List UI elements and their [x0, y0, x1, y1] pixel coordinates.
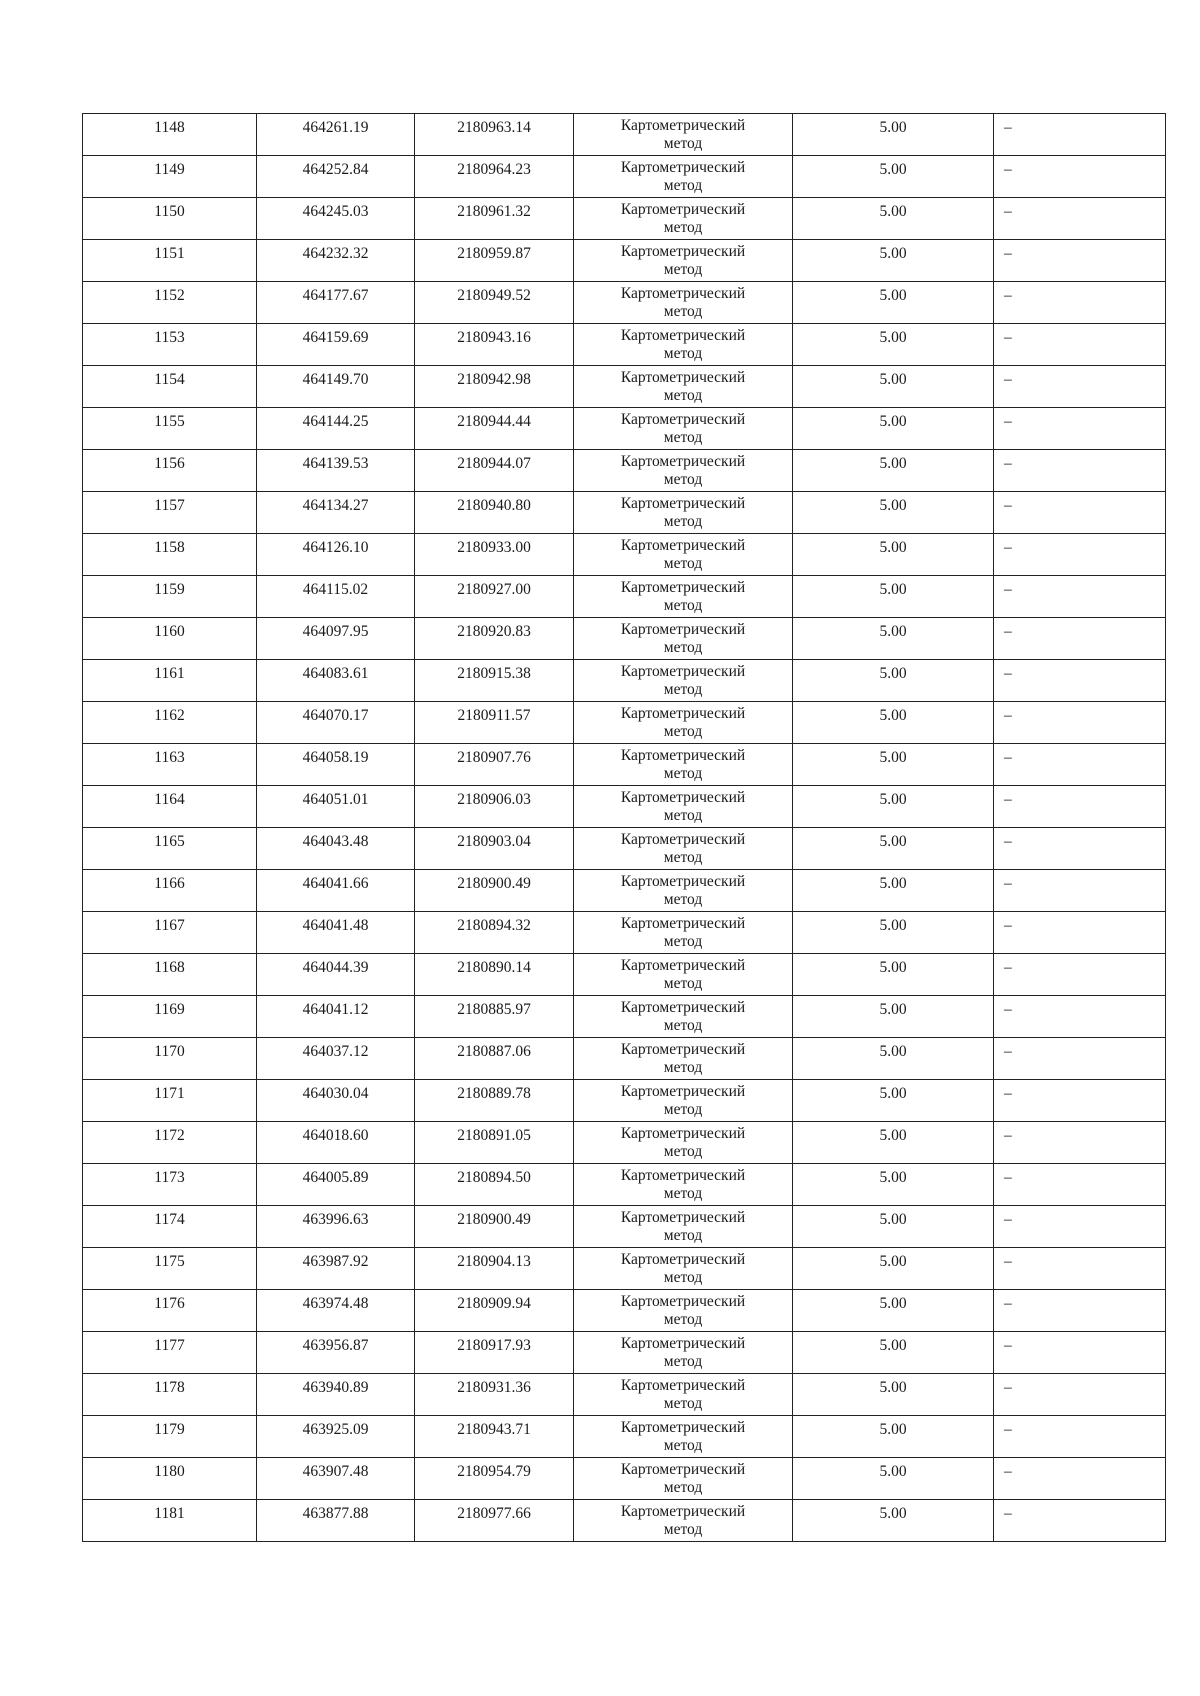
description-cell: –: [994, 744, 1166, 786]
error-cell: 5.00: [793, 1038, 994, 1080]
method-text: Картометрический метод: [620, 1419, 746, 1454]
method-cell: [574, 828, 793, 870]
x-coordinate-cell: 464139.53: [257, 450, 415, 492]
x-coordinate-cell: 464245.03: [257, 198, 415, 240]
method-cell: [574, 870, 793, 912]
point-number-cell: 1162: [83, 702, 257, 744]
description-cell: –: [994, 660, 1166, 702]
y-coordinate-cell: 2180909.94: [415, 1290, 574, 1332]
coordinates-table: [82, 113, 1166, 1542]
x-coordinate-cell: 463877.88: [257, 1500, 415, 1542]
x-coordinate-cell: 464051.01: [257, 786, 415, 828]
y-coordinate-cell: 2180904.13: [415, 1248, 574, 1290]
x-coordinate-cell: 464030.04: [257, 1080, 415, 1122]
description-cell: –: [994, 1500, 1166, 1542]
point-number-cell: 1155: [83, 408, 257, 450]
method-cell: [574, 1332, 793, 1374]
y-coordinate-cell: 2180949.52: [415, 282, 574, 324]
y-coordinate-cell: 2180885.97: [415, 996, 574, 1038]
method-text: Картометрический метод: [620, 201, 746, 236]
description-cell: –: [994, 786, 1166, 828]
coordinates-table-body: [83, 114, 1166, 1542]
method-cell: [574, 954, 793, 996]
point-number-cell: 1150: [83, 198, 257, 240]
method-cell: [574, 912, 793, 954]
point-number-cell: 1169: [83, 996, 257, 1038]
table-row: [83, 1374, 1166, 1416]
table-row: [83, 1332, 1166, 1374]
x-coordinate-cell: 464232.32: [257, 240, 415, 282]
error-cell: 5.00: [793, 996, 994, 1038]
table-row: [83, 1458, 1166, 1500]
error-cell: 5.00: [793, 1164, 994, 1206]
method-cell: [574, 1416, 793, 1458]
method-text: Картометрический метод: [620, 747, 746, 782]
description-cell: –: [994, 366, 1166, 408]
table-row: [83, 534, 1166, 576]
point-number-cell: 1153: [83, 324, 257, 366]
y-coordinate-cell: 2180900.49: [415, 1206, 574, 1248]
description-cell: –: [994, 324, 1166, 366]
x-coordinate-cell: 464058.19: [257, 744, 415, 786]
x-coordinate-cell: 463956.87: [257, 1332, 415, 1374]
method-text: Картометрический метод: [620, 327, 746, 362]
method-cell: [574, 996, 793, 1038]
error-cell: 5.00: [793, 114, 994, 156]
y-coordinate-cell: 2180889.78: [415, 1080, 574, 1122]
y-coordinate-cell: 2180906.03: [415, 786, 574, 828]
table-row: [83, 408, 1166, 450]
error-cell: 5.00: [793, 954, 994, 996]
description-cell: –: [994, 198, 1166, 240]
description-cell: –: [994, 114, 1166, 156]
table-row: [83, 828, 1166, 870]
error-cell: 5.00: [793, 1080, 994, 1122]
error-cell: 5.00: [793, 870, 994, 912]
x-coordinate-cell: 464126.10: [257, 534, 415, 576]
method-cell: [574, 324, 793, 366]
x-coordinate-cell: 464159.69: [257, 324, 415, 366]
method-text: Картометрический метод: [620, 1041, 746, 1076]
error-cell: 5.00: [793, 492, 994, 534]
y-coordinate-cell: 2180911.57: [415, 702, 574, 744]
method-text: Картометрический метод: [620, 1167, 746, 1202]
table-row: [83, 702, 1166, 744]
x-coordinate-cell: 463974.48: [257, 1290, 415, 1332]
point-number-cell: 1157: [83, 492, 257, 534]
error-cell: 5.00: [793, 366, 994, 408]
y-coordinate-cell: 2180920.83: [415, 618, 574, 660]
x-coordinate-cell: 463925.09: [257, 1416, 415, 1458]
method-text: Картометрический метод: [620, 1209, 746, 1244]
method-text: Картометрический метод: [620, 159, 746, 194]
y-coordinate-cell: 2180963.14: [415, 114, 574, 156]
table-row: [83, 1500, 1166, 1542]
method-text: Картометрический метод: [620, 789, 746, 824]
x-coordinate-cell: 464261.19: [257, 114, 415, 156]
method-text: Картометрический метод: [620, 957, 746, 992]
description-cell: –: [994, 450, 1166, 492]
method-text: Картометрический метод: [620, 1377, 746, 1412]
table-row: [83, 954, 1166, 996]
error-cell: 5.00: [793, 282, 994, 324]
description-cell: –: [994, 1416, 1166, 1458]
y-coordinate-cell: 2180894.50: [415, 1164, 574, 1206]
x-coordinate-cell: 464149.70: [257, 366, 415, 408]
error-cell: 5.00: [793, 450, 994, 492]
y-coordinate-cell: 2180915.38: [415, 660, 574, 702]
point-number-cell: 1152: [83, 282, 257, 324]
method-cell: [574, 618, 793, 660]
point-number-cell: 1158: [83, 534, 257, 576]
method-text: Картометрический метод: [620, 1335, 746, 1370]
y-coordinate-cell: 2180907.76: [415, 744, 574, 786]
x-coordinate-cell: 464252.84: [257, 156, 415, 198]
method-cell: [574, 408, 793, 450]
error-cell: 5.00: [793, 324, 994, 366]
description-cell: –: [994, 954, 1166, 996]
point-number-cell: 1154: [83, 366, 257, 408]
method-cell: [574, 1164, 793, 1206]
error-cell: 5.00: [793, 744, 994, 786]
method-cell: [574, 1080, 793, 1122]
description-cell: –: [994, 1206, 1166, 1248]
method-text: Картометрический метод: [620, 663, 746, 698]
point-number-cell: 1156: [83, 450, 257, 492]
method-cell: [574, 576, 793, 618]
x-coordinate-cell: 463987.92: [257, 1248, 415, 1290]
method-cell: [574, 1122, 793, 1164]
table-row: [83, 366, 1166, 408]
y-coordinate-cell: 2180954.79: [415, 1458, 574, 1500]
point-number-cell: 1149: [83, 156, 257, 198]
description-cell: –: [994, 702, 1166, 744]
table-row: [83, 450, 1166, 492]
method-text: Картометрический метод: [620, 411, 746, 446]
error-cell: 5.00: [793, 1290, 994, 1332]
method-text: Картометрический метод: [620, 495, 746, 530]
y-coordinate-cell: 2180903.04: [415, 828, 574, 870]
description-cell: –: [994, 408, 1166, 450]
point-number-cell: 1159: [83, 576, 257, 618]
description-cell: –: [994, 870, 1166, 912]
description-cell: –: [994, 1374, 1166, 1416]
method-text: Картометрический метод: [620, 369, 746, 404]
x-coordinate-cell: 464070.17: [257, 702, 415, 744]
point-number-cell: 1166: [83, 870, 257, 912]
error-cell: 5.00: [793, 1248, 994, 1290]
error-cell: 5.00: [793, 618, 994, 660]
method-cell: [574, 660, 793, 702]
description-cell: –: [994, 1248, 1166, 1290]
method-text: Картометрический метод: [620, 621, 746, 656]
error-cell: 5.00: [793, 1206, 994, 1248]
table-row: [83, 1038, 1166, 1080]
y-coordinate-cell: 2180961.32: [415, 198, 574, 240]
x-coordinate-cell: 464097.95: [257, 618, 415, 660]
method-cell: [574, 1038, 793, 1080]
method-cell: [574, 366, 793, 408]
y-coordinate-cell: 2180943.71: [415, 1416, 574, 1458]
y-coordinate-cell: 2180931.36: [415, 1374, 574, 1416]
table-row: [83, 660, 1166, 702]
table-row: [83, 156, 1166, 198]
description-cell: –: [994, 996, 1166, 1038]
method-text: Картометрический метод: [620, 705, 746, 740]
description-cell: –: [994, 1164, 1166, 1206]
table-row: [83, 1206, 1166, 1248]
point-number-cell: 1151: [83, 240, 257, 282]
point-number-cell: 1175: [83, 1248, 257, 1290]
description-cell: –: [994, 912, 1166, 954]
x-coordinate-cell: 464134.27: [257, 492, 415, 534]
description-cell: –: [994, 1458, 1166, 1500]
description-cell: –: [994, 828, 1166, 870]
error-cell: 5.00: [793, 576, 994, 618]
x-coordinate-cell: 463996.63: [257, 1206, 415, 1248]
y-coordinate-cell: 2180940.80: [415, 492, 574, 534]
description-cell: –: [994, 1080, 1166, 1122]
method-cell: [574, 1458, 793, 1500]
table-row: [83, 1164, 1166, 1206]
error-cell: 5.00: [793, 702, 994, 744]
point-number-cell: 1168: [83, 954, 257, 996]
method-text: Картометрический метод: [620, 117, 746, 152]
error-cell: 5.00: [793, 1332, 994, 1374]
table-row: [83, 576, 1166, 618]
description-cell: –: [994, 492, 1166, 534]
point-number-cell: 1167: [83, 912, 257, 954]
method-cell: [574, 240, 793, 282]
method-text: Картометрический метод: [620, 453, 746, 488]
point-number-cell: 1180: [83, 1458, 257, 1500]
y-coordinate-cell: 2180900.49: [415, 870, 574, 912]
method-cell: [574, 702, 793, 744]
table-row: [83, 114, 1166, 156]
table-row: [83, 240, 1166, 282]
method-text: Картометрический метод: [620, 1503, 746, 1538]
method-text: Картометрический метод: [620, 1461, 746, 1496]
y-coordinate-cell: 2180891.05: [415, 1122, 574, 1164]
y-coordinate-cell: 2180959.87: [415, 240, 574, 282]
x-coordinate-cell: 464018.60: [257, 1122, 415, 1164]
method-cell: [574, 1248, 793, 1290]
method-cell: [574, 1206, 793, 1248]
method-cell: [574, 450, 793, 492]
method-text: Картометрический метод: [620, 1125, 746, 1160]
y-coordinate-cell: 2180944.07: [415, 450, 574, 492]
table-row: [83, 996, 1166, 1038]
x-coordinate-cell: 463907.48: [257, 1458, 415, 1500]
error-cell: 5.00: [793, 1122, 994, 1164]
x-coordinate-cell: 464043.48: [257, 828, 415, 870]
method-cell: [574, 1374, 793, 1416]
method-text: Картометрический метод: [620, 537, 746, 572]
table-row: [83, 1290, 1166, 1332]
point-number-cell: 1171: [83, 1080, 257, 1122]
method-cell: [574, 198, 793, 240]
x-coordinate-cell: 464041.48: [257, 912, 415, 954]
error-cell: 5.00: [793, 1458, 994, 1500]
x-coordinate-cell: 464037.12: [257, 1038, 415, 1080]
description-cell: –: [994, 1038, 1166, 1080]
description-cell: –: [994, 1122, 1166, 1164]
point-number-cell: 1148: [83, 114, 257, 156]
y-coordinate-cell: 2180890.14: [415, 954, 574, 996]
table-row: [83, 198, 1166, 240]
point-number-cell: 1160: [83, 618, 257, 660]
method-text: Картометрический метод: [620, 1083, 746, 1118]
method-text: Картометрический метод: [620, 285, 746, 320]
y-coordinate-cell: 2180964.23: [415, 156, 574, 198]
point-number-cell: 1164: [83, 786, 257, 828]
x-coordinate-cell: 464005.89: [257, 1164, 415, 1206]
description-cell: –: [994, 1332, 1166, 1374]
error-cell: 5.00: [793, 1416, 994, 1458]
method-text: Картометрический метод: [620, 831, 746, 866]
method-cell: [574, 1500, 793, 1542]
table-row: [83, 1080, 1166, 1122]
point-number-cell: 1177: [83, 1332, 257, 1374]
error-cell: 5.00: [793, 660, 994, 702]
method-cell: [574, 786, 793, 828]
table-row: [83, 1416, 1166, 1458]
description-cell: –: [994, 156, 1166, 198]
point-number-cell: 1179: [83, 1416, 257, 1458]
error-cell: 5.00: [793, 240, 994, 282]
method-text: Картометрический метод: [620, 243, 746, 278]
y-coordinate-cell: 2180917.93: [415, 1332, 574, 1374]
table-row: [83, 786, 1166, 828]
method-text: Картометрический метод: [620, 999, 746, 1034]
point-number-cell: 1170: [83, 1038, 257, 1080]
x-coordinate-cell: 463940.89: [257, 1374, 415, 1416]
description-cell: –: [994, 576, 1166, 618]
error-cell: 5.00: [793, 828, 994, 870]
y-coordinate-cell: 2180942.98: [415, 366, 574, 408]
error-cell: 5.00: [793, 408, 994, 450]
method-text: Картометрический метод: [620, 579, 746, 614]
point-number-cell: 1163: [83, 744, 257, 786]
method-text: Картометрический метод: [620, 873, 746, 908]
x-coordinate-cell: 464177.67: [257, 282, 415, 324]
error-cell: 5.00: [793, 198, 994, 240]
table-row: [83, 618, 1166, 660]
x-coordinate-cell: 464083.61: [257, 660, 415, 702]
y-coordinate-cell: 2180927.00: [415, 576, 574, 618]
method-cell: [574, 156, 793, 198]
y-coordinate-cell: 2180944.44: [415, 408, 574, 450]
method-text: Картометрический метод: [620, 1251, 746, 1286]
method-cell: [574, 492, 793, 534]
description-cell: –: [994, 534, 1166, 576]
table-row: [83, 1248, 1166, 1290]
point-number-cell: 1173: [83, 1164, 257, 1206]
error-cell: 5.00: [793, 156, 994, 198]
point-number-cell: 1161: [83, 660, 257, 702]
y-coordinate-cell: 2180894.32: [415, 912, 574, 954]
error-cell: 5.00: [793, 534, 994, 576]
method-cell: [574, 114, 793, 156]
method-cell: [574, 1290, 793, 1332]
point-number-cell: 1181: [83, 1500, 257, 1542]
y-coordinate-cell: 2180933.00: [415, 534, 574, 576]
method-cell: [574, 534, 793, 576]
method-text: Картометрический метод: [620, 1293, 746, 1328]
method-cell: [574, 282, 793, 324]
x-coordinate-cell: 464144.25: [257, 408, 415, 450]
table-row: [83, 324, 1166, 366]
description-cell: –: [994, 618, 1166, 660]
error-cell: 5.00: [793, 786, 994, 828]
method-text: Картометрический метод: [620, 915, 746, 950]
x-coordinate-cell: 464041.66: [257, 870, 415, 912]
y-coordinate-cell: 2180943.16: [415, 324, 574, 366]
table-row: [83, 912, 1166, 954]
error-cell: 5.00: [793, 912, 994, 954]
method-cell: [574, 744, 793, 786]
error-cell: 5.00: [793, 1374, 994, 1416]
table-row: [83, 1122, 1166, 1164]
y-coordinate-cell: 2180977.66: [415, 1500, 574, 1542]
description-cell: –: [994, 1290, 1166, 1332]
x-coordinate-cell: 464044.39: [257, 954, 415, 996]
x-coordinate-cell: 464041.12: [257, 996, 415, 1038]
point-number-cell: 1176: [83, 1290, 257, 1332]
table-row: [83, 744, 1166, 786]
y-coordinate-cell: 2180887.06: [415, 1038, 574, 1080]
point-number-cell: 1172: [83, 1122, 257, 1164]
error-cell: 5.00: [793, 1500, 994, 1542]
point-number-cell: 1178: [83, 1374, 257, 1416]
table-row: [83, 282, 1166, 324]
table-row: [83, 492, 1166, 534]
point-number-cell: 1165: [83, 828, 257, 870]
description-cell: –: [994, 240, 1166, 282]
description-cell: –: [994, 282, 1166, 324]
point-number-cell: 1174: [83, 1206, 257, 1248]
table-row: [83, 870, 1166, 912]
x-coordinate-cell: 464115.02: [257, 576, 415, 618]
